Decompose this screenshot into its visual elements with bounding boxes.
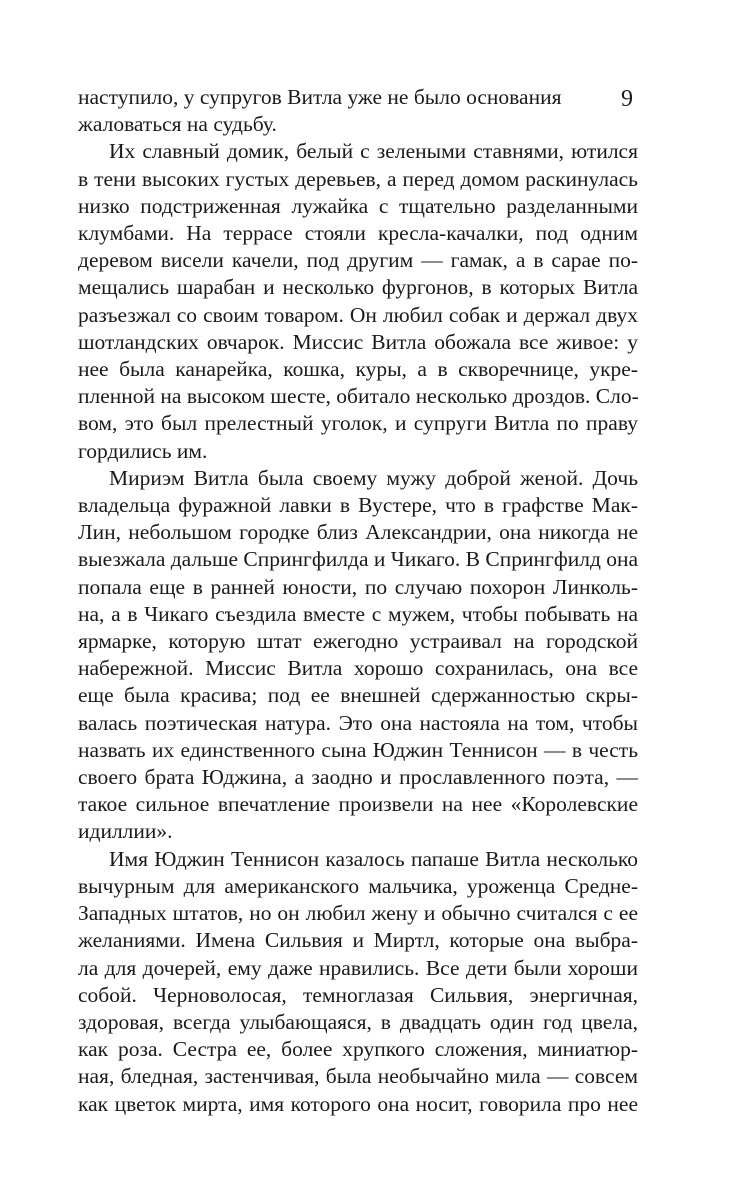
text-line: валась поэтическая натура. Это она настояла на том, чтобы xyxy=(78,710,638,735)
text-line: своего брата Юджина, а заодно и прославленного поэта, — xyxy=(78,765,638,790)
text-line: клумбами. На террасе стояли кресла-качалки, под одним xyxy=(78,221,638,246)
text-line: как роза. Сестра ее, более хрупкого сложения, миниатюр- xyxy=(78,1037,638,1062)
text-line: низко подстриженная лужайка с тщательно разделанными xyxy=(78,193,638,218)
text-line: Мириэм Витла была своему мужу доброй женой. Дочь xyxy=(109,465,638,490)
text-line: мещались шарабан и несколько фургонов, в которых Витла xyxy=(78,275,638,300)
text-line: такое сильное впечатление произвели на нее «Королевские xyxy=(78,792,638,817)
text-line: идиллии». xyxy=(78,819,173,844)
body-text xyxy=(78,84,638,1118)
text-line: гордились им. xyxy=(78,438,208,463)
text-line: Западных штатов, но он любил жену и обычно считался с ее xyxy=(78,901,638,926)
text-line: шотландских овчарок. Миссис Витла обожала все живое: у xyxy=(78,329,638,354)
text-line: ярмарке, которую штат ежегодно устраивал на городской xyxy=(78,629,638,654)
text-line: назвать их единственного сына Юджин Теннисон — в честь xyxy=(78,737,638,762)
text-line: здоровая, всегда улыбающаяся, в двадцать один год цвела, xyxy=(78,1009,638,1034)
text-line: выезжала дальше Спрингфилда и Чикаго. В Спрингфилд она xyxy=(78,547,639,572)
text-line: на, а в Чикаго съездила вместе с мужем, чтобы побывать на xyxy=(78,601,638,626)
text-line: собой. Черноволосая, темноглазая Сильвия, энергичная, xyxy=(78,982,638,1007)
text-line: деревом висели качели, под другим — гамак, а в сарае по- xyxy=(78,248,638,273)
text-line: Имя Юджин Теннисон казалось папаше Витла несколько xyxy=(109,846,638,871)
text-line: вычурным для американского мальчика, уроженца Средне- xyxy=(78,873,638,898)
text-line: ла для дочерей, ему даже нравились. Все дети были хороши xyxy=(78,955,638,980)
page-number: 9 xyxy=(621,86,633,112)
text-line: как цветок мирта, имя которого она носит, говорила про нее xyxy=(78,1091,638,1116)
text-line: разъезжал со своим товаром. Он любил собак и держал двух xyxy=(78,302,638,327)
text-line: желаниями. Имена Сильвия и Миртл, которые она выбра- xyxy=(78,928,638,953)
text-line: наступило, у супругов Витла уже не было основания xyxy=(78,85,562,109)
text-line: набережной. Миссис Витла хорошо сохранилась, она все xyxy=(78,656,638,681)
text-line: Их славный домик, белый с зелеными ставнями, ютился xyxy=(109,139,638,164)
text-line: ная, бледная, застенчивая, была необычайно мила — совсем xyxy=(78,1064,638,1089)
text-line: попала еще в ранней юности, по случаю похорон Линколь- xyxy=(78,574,638,599)
text-line: жаловаться на судьбу. xyxy=(78,112,277,137)
text-line: Лин, небольшом городке близ Александрии, она никогда не xyxy=(78,520,638,545)
text-line: пленной на высоком шесте, обитало несколько дроздов. Сло- xyxy=(78,384,639,409)
text-line: еще была красива; под ее внешней сдержанностью скры- xyxy=(78,683,638,708)
text-line: вом, это был прелестный уголок, и супруги Витла по праву xyxy=(78,411,638,436)
text-line: нее была канарейка, кошка, куры, а в скворечнице, укре- xyxy=(78,357,638,382)
text-line: в тени высоких густых деревьев, а перед домом раскинулась xyxy=(78,166,638,191)
text-line: владельца фуражной лавки в Вустере, что в графстве Мак- xyxy=(78,493,638,518)
